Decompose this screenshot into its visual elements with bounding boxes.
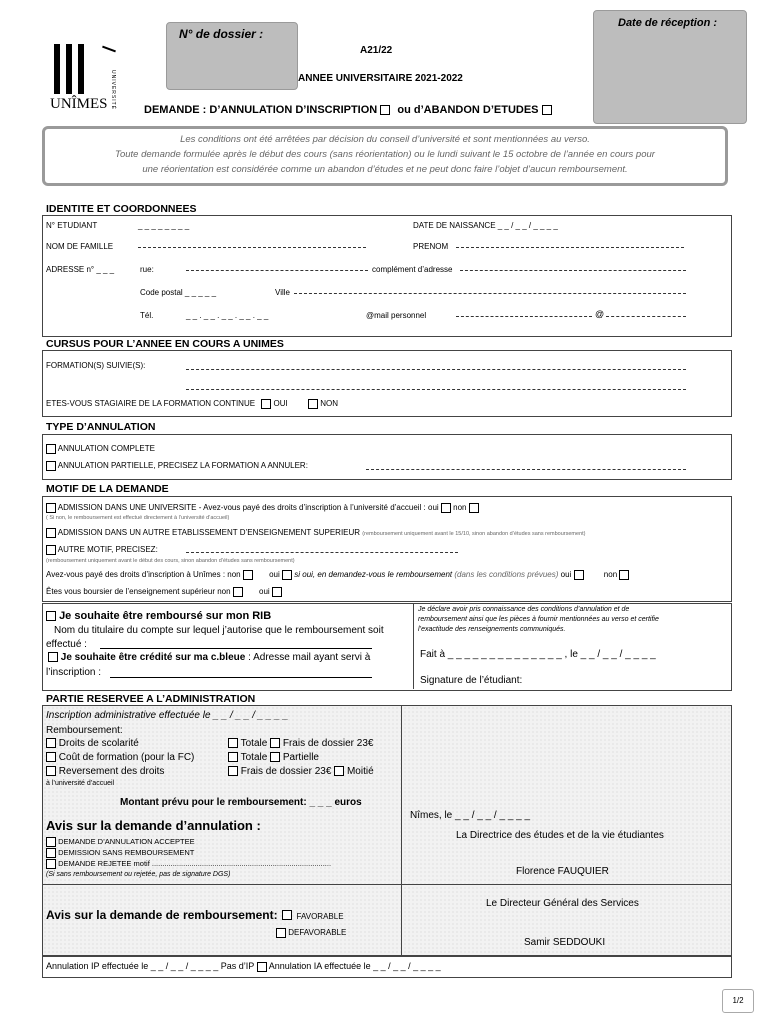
- demission-checkbox[interactable]: [46, 848, 56, 858]
- page-number: 1/2: [722, 989, 754, 1013]
- mail-at: @: [595, 309, 605, 319]
- directrice-label: La Directrice des études et de la vie étudiantes: [456, 830, 664, 841]
- remboursement-label: Remboursement:: [46, 725, 123, 736]
- motif-2-checkbox[interactable]: [46, 528, 56, 538]
- logo-text: UNÎMES: [50, 96, 108, 112]
- totale2-option: Totale Partielle: [228, 752, 319, 763]
- stagiaire-non-checkbox[interactable]: [308, 399, 318, 409]
- question-droits: Avez-vous payé des droits d’inscription à Unîmes : non oui si oui, en demandez-vous le remboursement (dans les conditions prévues) oui non: [46, 570, 629, 580]
- declaration: Je déclare avoir pris connaissance des conditions d’annulation et de remboursement ainsi que les pièces à fournir mentionnées au verso et certifie l’exactitude des renseignements communiqués.: [418, 606, 659, 633]
- type-frame: [42, 434, 732, 480]
- rue-input[interactable]: [186, 270, 368, 271]
- cout-checkbox[interactable]: [46, 752, 56, 762]
- motif-title: MOTIF DE LA DEMANDE: [46, 483, 169, 495]
- q1-oui-checkbox[interactable]: [282, 570, 292, 580]
- admin-horizontal-divider: [42, 884, 731, 885]
- nom-label: NOM DE FAMILLE: [46, 242, 114, 251]
- identite-title: IDENTITE ET COORDONNEES: [46, 203, 197, 215]
- question-boursier: Êtes vous boursier de l’enseignement supérieur non oui: [46, 587, 282, 597]
- boursier-oui-checkbox[interactable]: [272, 587, 282, 597]
- rembourse-non-checkbox[interactable]: [619, 570, 629, 580]
- boursier-non-checkbox[interactable]: [233, 587, 243, 597]
- moitie-checkbox[interactable]: [334, 766, 344, 776]
- avis-annulation-title: Avis sur la demande d’annulation :: [46, 818, 261, 833]
- droits-checkbox[interactable]: [46, 738, 56, 748]
- motif-2: ADMISSION DANS UN AUTRE ETABLISSEMENT D’ENSEIGNEMENT SUPERIEUR (remboursement uniquement avant le 15/10, sinon abandon d’études sans remboursement): [46, 528, 586, 538]
- cbleue-checkbox[interactable]: [48, 652, 58, 662]
- logo-side-text: UNIVERSITÉ: [110, 70, 116, 111]
- admin-vertical-divider: [401, 705, 402, 955]
- dgs-label: Le Directeur Général des Services: [486, 898, 639, 909]
- cursus-title: CURSUS POUR L’ANNEE EN COURS A UNIMES: [46, 338, 284, 350]
- prenom-label: PRENOM: [413, 242, 449, 251]
- partielle-checkbox[interactable]: [46, 461, 56, 471]
- reversement-option: Reversement des droits: [46, 766, 164, 777]
- rib-checkbox[interactable]: [46, 611, 56, 621]
- abandon-checkbox[interactable]: [542, 105, 552, 115]
- rejetee-checkbox[interactable]: [46, 859, 56, 869]
- complete-checkbox[interactable]: [46, 444, 56, 454]
- mail-label: @mail personnel: [366, 311, 427, 320]
- prenom-input[interactable]: [456, 247, 684, 248]
- titulaire-input[interactable]: [100, 648, 372, 649]
- rib-option: Je souhaite être remboursé sur mon RIB: [46, 610, 271, 622]
- inscription-date[interactable]: Inscription administrative effectuée le _ _ / _ _ / _ _ _ _: [46, 710, 289, 721]
- avis-remboursement: Avis sur la demande de remboursement: FAVORABLE: [46, 908, 344, 922]
- motif-3: AUTRE MOTIF, PRECISEZ:: [46, 545, 158, 555]
- motif-1: ADMISSION DANS UNE UNIVERSITE - Avez-vous payé des droits d’inscription à l’université d’accueil : oui non: [46, 503, 479, 513]
- code-postal[interactable]: Code postal _ _ _ _ _: [140, 288, 217, 297]
- adresse-label: ADRESSE n° _ _ _: [46, 265, 115, 274]
- num-etudiant-label: N° ETUDIANT: [46, 221, 98, 230]
- cout-option: Coût de formation (pour la FC): [46, 752, 194, 763]
- notice-line-2: Toute demande formulée après le début des cours (sans réorientation) ou le lundi suivant le 15 octobre de l’année en cours pour: [115, 149, 655, 160]
- rejetee-option: DEMANDE REJETEE motif ......................................................................................: [46, 859, 331, 869]
- formation-input-1[interactable]: [186, 369, 686, 370]
- inscription-mail-input[interactable]: [110, 677, 372, 678]
- partielle-input[interactable]: [366, 469, 686, 470]
- annulation-checkbox[interactable]: [380, 105, 390, 115]
- date-naissance[interactable]: DATE DE NAISSANCE _ _ / _ _ / _ _ _ _: [413, 221, 558, 230]
- notice-box: [42, 126, 728, 186]
- rue-label: rue:: [140, 265, 154, 274]
- inscription-mail-label: l’inscription :: [46, 667, 102, 678]
- complement-input[interactable]: [460, 270, 686, 271]
- nom-input[interactable]: [138, 247, 366, 248]
- droits-option: Droits de scolarité: [46, 738, 139, 749]
- univ-accueil-note: à l’université d’accueil: [46, 780, 115, 787]
- rib-divider: [413, 603, 414, 689]
- demande-title: DEMANDE : D’ANNULATION D’INSCRIPTION ou d’ABANDON D’ETUDES: [144, 104, 552, 116]
- dossier-label: N° de dossier :: [179, 27, 264, 41]
- montant-prevu[interactable]: Montant prévu pour le remboursement: _ _ _ euros: [120, 797, 362, 808]
- motif-3-note: (remboursement uniquement avant le début des cours, sinon abandon d’études sans remboursement): [46, 558, 295, 564]
- frais23b-checkbox[interactable]: [228, 766, 238, 776]
- annulation-ip-line: Annulation IP effectuée le _ _ / _ _ / _ _ _ _ Pas d’IP Annulation IA effectuée le _ _ / _ _ / _ _ _ _: [46, 961, 441, 971]
- acceptee-option: DEMANDE D’ANNULATION ACCEPTEE: [46, 837, 195, 847]
- titulaire-line-1: Nom du titulaire du compte sur lequel j’autorise que le remboursement soit: [54, 625, 384, 636]
- reception-label: Date de réception :: [618, 17, 718, 29]
- form-code: A21/22: [360, 45, 393, 56]
- m1-non-checkbox[interactable]: [469, 503, 479, 513]
- mail-input-left[interactable]: [456, 316, 592, 317]
- acceptee-checkbox[interactable]: [46, 837, 56, 847]
- q1-non-checkbox[interactable]: [243, 570, 253, 580]
- seddouki-name: Samir SEDDOUKI: [524, 937, 606, 948]
- totale2-checkbox[interactable]: [228, 752, 238, 762]
- totale1-option: Totale Frais de dossier 23€: [228, 738, 373, 749]
- stagiaire-oui-checkbox[interactable]: [261, 399, 271, 409]
- mail-input-right[interactable]: [606, 316, 686, 317]
- nimes-date[interactable]: Nîmes, le _ _ / _ _ / _ _ _ _: [410, 810, 531, 821]
- academic-year: ANNEE UNIVERSITAIRE 2021-2022: [298, 73, 463, 84]
- num-etudiant-dashes[interactable]: _ _ _ _ _ _ _ _: [138, 221, 190, 230]
- notice-line-3: une réorientation est considérée comme un abandon d’études et ne peut donc faire l’objet d’aucun remboursement.: [142, 164, 628, 175]
- dossier-box[interactable]: [166, 22, 298, 90]
- ville-label: Ville: [275, 288, 290, 297]
- frais23b-option: Frais de dossier 23€ Moitié: [228, 766, 374, 777]
- signature-label: Signature de l’étudiant:: [420, 675, 523, 686]
- formation-input-2[interactable]: [186, 389, 686, 390]
- frais-dossier-checkbox[interactable]: [270, 738, 280, 748]
- notice-line-1: Les conditions ont été arrêtées par décision du conseil d’université et sont mentionnées au verso.: [180, 134, 590, 145]
- demission-option: DEMISSION SANS REMBOURSEMENT: [46, 848, 194, 858]
- fauquier-name: Florence FAUQUIER: [516, 866, 609, 877]
- titulaire-line-2: effectué :: [46, 639, 87, 650]
- tel-input[interactable]: _ _ . _ _ . _ _ . _ _ . _ _: [186, 311, 269, 320]
- annulation-partielle: ANNULATION PARTIELLE, PRECISEZ LA FORMATION A ANNULER:: [46, 461, 308, 471]
- motif-1-checkbox[interactable]: [46, 503, 56, 513]
- tel-label: Tél.: [140, 311, 154, 320]
- favorable-checkbox[interactable]: [282, 910, 292, 920]
- cbleue-option: Je souhaite être crédité sur ma c.bleue : Adresse mail ayant servi à: [48, 652, 370, 663]
- motif-3-checkbox[interactable]: [46, 545, 56, 555]
- admin-title: PARTIE RESERVEE A L’ADMINISTRATION: [46, 693, 256, 705]
- si-sans-note: (Si sans remboursement ou rejetée, pas de signature DGS): [46, 871, 231, 878]
- rembourse-oui-checkbox[interactable]: [574, 570, 584, 580]
- motif-3-input[interactable]: [186, 552, 458, 553]
- reversement-checkbox[interactable]: [46, 766, 56, 776]
- ville-input[interactable]: [294, 293, 686, 294]
- defavorable-option: DEFAVORABLE: [276, 928, 346, 938]
- motif-1-note: ( Si non, le remboursement est effectué directement à l’université d’accueil): [46, 515, 230, 521]
- type-title: TYPE D’ANNULATION: [46, 421, 156, 433]
- defavorable-checkbox[interactable]: [276, 928, 286, 938]
- complement-label: complément d’adresse: [372, 265, 453, 274]
- fait-a[interactable]: Fait à _ _ _ _ _ _ _ _ _ _ _ _ _ _ , le _ _ / _ _ / _ _ _ _: [420, 649, 656, 660]
- pas-ip-checkbox[interactable]: [257, 962, 267, 972]
- university-logo: [48, 42, 138, 120]
- stagiaire-question: ETES-VOUS STAGIAIRE DE LA FORMATION CONTINUE OUI NON: [46, 399, 339, 409]
- partielle-admin-checkbox[interactable]: [270, 752, 280, 762]
- annulation-complete: ANNULATION COMPLETE: [46, 444, 155, 454]
- reception-box[interactable]: [593, 10, 747, 124]
- formation-label: FORMATION(S) SUIVIE(S):: [46, 361, 146, 370]
- totale1-checkbox[interactable]: [228, 738, 238, 748]
- m1-oui-checkbox[interactable]: [441, 503, 451, 513]
